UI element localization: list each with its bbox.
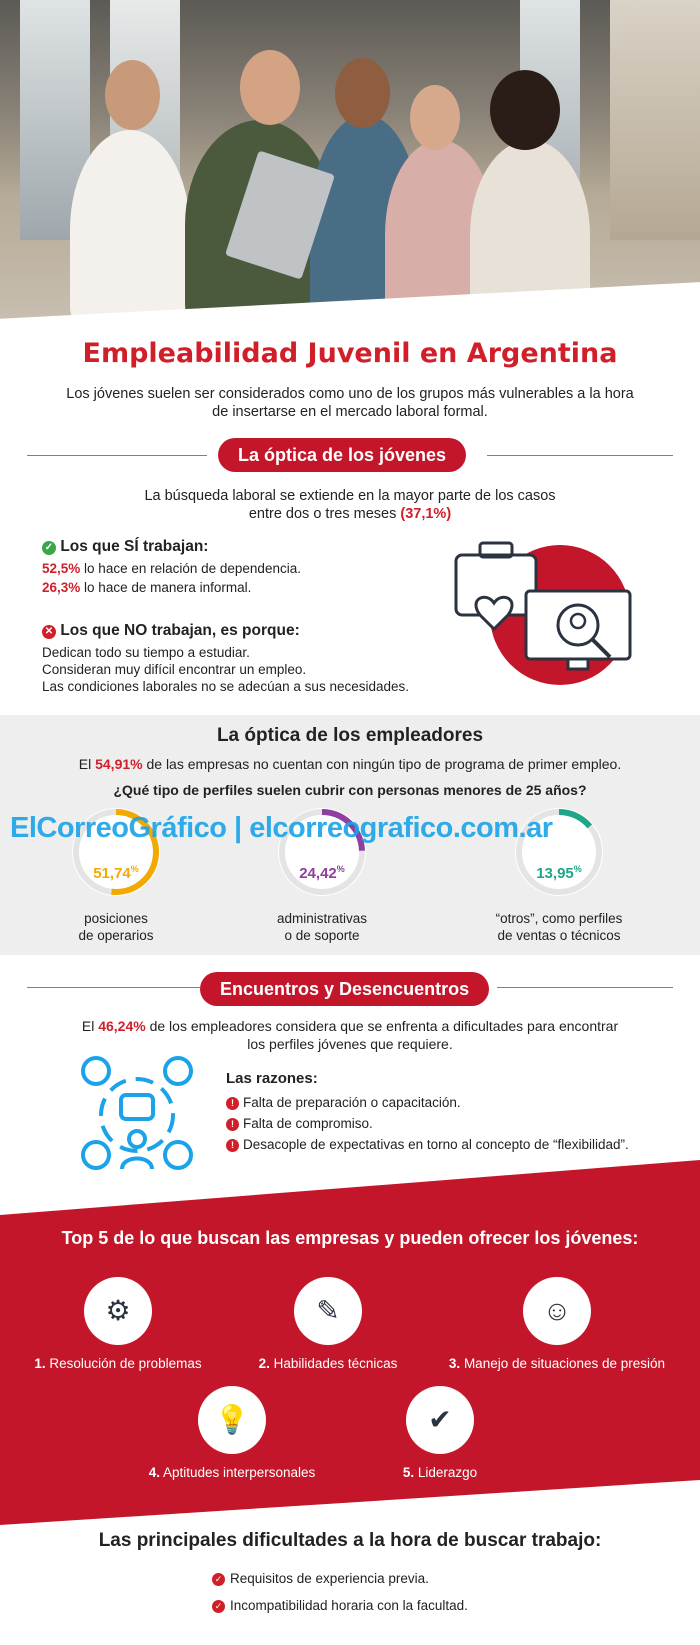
skill-label [427, 1356, 687, 1371]
alert-icon: ! [226, 1139, 239, 1152]
ring-caption [222, 910, 422, 944]
difficulties-heading: Las principales dificultades a la hora de buscar trabajo: [98, 1530, 602, 1551]
skill-text: Habilidades técnicas [269, 1356, 398, 1371]
ring-caption-line: o de soporte [284, 928, 360, 943]
difficulty-item [212, 1597, 468, 1614]
top5-heading: Top 5 de lo que buscan las empresas y pueden ofrecer los jóvenes: [61, 1228, 639, 1248]
ring-unit: % [573, 864, 582, 874]
ring-unit: % [130, 864, 139, 874]
employers-stat: El 54,91% de las empresas no cuentan con ningún tipo de programa de primer empleo. [78, 756, 622, 772]
x-circle-icon: ✕ [42, 625, 56, 639]
icon-glyph: 💡 [214, 1404, 250, 1435]
briefcase-monitor-icon [450, 535, 640, 685]
ring-caption-line: “otros”, como perfiles [495, 911, 623, 926]
difficulty-item [212, 1570, 429, 1587]
difficulty-text: Requisitos de experiencia previa. [230, 1571, 429, 1586]
reason-text: Falta de preparación o capacitación. [243, 1095, 461, 1110]
difficulty-text: Incompatibilidad horaria con la facultad. [230, 1598, 468, 1613]
skill-label [198, 1356, 461, 1371]
reasons-heading: Las razones: [226, 1070, 318, 1087]
yes-item: 52,5% lo hace en relación de dependencia. [42, 561, 301, 576]
yes-item: 26,3% lo hace de manera informal. [42, 580, 252, 595]
skill-number: 2. [258, 1356, 270, 1371]
divider-left [27, 455, 207, 456]
ring-value: 51,74 [93, 865, 131, 882]
icon-glyph: ✔ [428, 1404, 452, 1435]
icon-glyph: ☺ [542, 1295, 572, 1326]
ring-percentage [278, 864, 366, 882]
divider-right [487, 455, 673, 456]
check-badge-icon: ✓ [212, 1573, 225, 1586]
ring-caption-line: posiciones [84, 911, 148, 926]
reason-item [226, 1094, 461, 1111]
divider-left [27, 987, 200, 988]
skill-number: 1. [34, 1356, 46, 1371]
ring-value: 24,42 [299, 865, 337, 882]
intro-text: Los jóvenes suelen ser considerados como uno de los grupos más vulnerables a la hora de insertarse en el mercado laboral formal. [66, 386, 634, 420]
network-people-icon [78, 1055, 196, 1173]
employers-heading: La óptica de los empleadores [216, 725, 484, 746]
watermark: ElCorreoGráfico | elcorreografico.com.ar [10, 812, 553, 844]
ring-caption [459, 910, 659, 944]
ring-percentage [72, 864, 160, 882]
ring-caption-line: de operarios [78, 928, 154, 943]
puzzle-gear-icon [84, 1277, 152, 1345]
skill-label [310, 1465, 570, 1480]
profiles-question: ¿Qué tipo de perfiles suelen cubrir con personas menores de 25 años? [113, 782, 587, 798]
reason-item [226, 1115, 373, 1132]
no-reason: Las condiciones laborales no se adecúan a sus necesidades. [42, 679, 409, 694]
reason-text: Falta de compromiso. [243, 1116, 373, 1131]
divider-right [497, 987, 673, 988]
skill-text: Liderazgo [414, 1465, 478, 1480]
ring-unit: % [336, 864, 345, 874]
tools-cloud-icon [294, 1277, 362, 1345]
skill-number: 3. [448, 1356, 461, 1371]
skill-text: Resolución de problemas [45, 1356, 202, 1371]
skill-number: 5. [402, 1465, 415, 1480]
ring-percentage [515, 864, 603, 882]
search-duration-text: La búsqueda laboral se extiende en la mayor parte de los casos entre dos o tres meses (37,1%) [144, 488, 556, 522]
encounters-stat: El 46,24% de los empleadores considera que se enfrenta a dificultades para encontrar los perfiles jóvenes que requiere. [81, 1018, 619, 1052]
hero-photo [0, 0, 700, 330]
no-reason: Dedican todo su tiempo a estudiar. [42, 645, 250, 660]
icon-glyph: ⚙ [105, 1295, 131, 1326]
team-leader-icon [406, 1386, 474, 1454]
icon-glyph: ✎ [316, 1295, 340, 1326]
check-circle-icon: ✓ [42, 541, 56, 555]
no-work-heading: ✕ Los que NO trabajan, es porque: [42, 622, 300, 639]
alert-icon: ! [226, 1097, 239, 1110]
lightbulb-gear-icon [198, 1386, 266, 1454]
page-title: Empleabilidad Juvenil en Argentina [82, 338, 618, 369]
person-ideas-icon [523, 1277, 591, 1345]
skill-text: Manejo de situaciones de presión [460, 1356, 666, 1371]
no-reason: Consideran muy difícil encontrar un empleo. [42, 662, 307, 677]
ring-caption-line: administrativas [276, 911, 368, 926]
ring-caption [16, 910, 216, 944]
ring-caption-line: de ventas o técnicos [497, 928, 621, 943]
youth-section-pill: La óptica de los jóvenes [218, 438, 466, 472]
skill-text: Aptitudes interpersonales [159, 1465, 316, 1480]
check-badge-icon: ✓ [212, 1600, 225, 1613]
reason-item [226, 1136, 629, 1153]
encounters-section-pill: Encuentros y Desencuentros [200, 972, 489, 1006]
skill-number: 4. [148, 1465, 160, 1480]
ring-value: 13,95 [536, 865, 574, 882]
reason-text: Desacople de expectativas en torno al concepto de “flexibilidad”. [243, 1137, 629, 1152]
alert-icon: ! [226, 1118, 239, 1131]
yes-work-heading: ✓ Los que SÍ trabajan: [42, 538, 208, 555]
